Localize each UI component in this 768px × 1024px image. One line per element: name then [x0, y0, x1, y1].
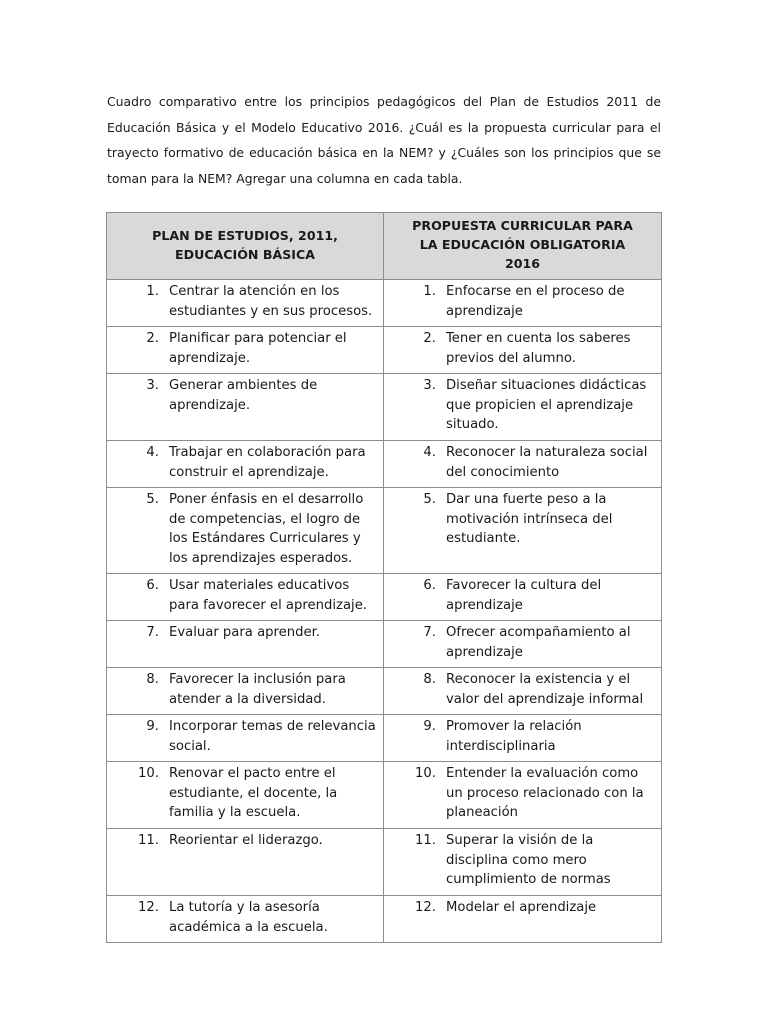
- item-text: Tener en cuenta los saberes previos del alumno.: [446, 331, 631, 366]
- item-number: 2.: [146, 331, 159, 346]
- cell-plan-2011: [107, 715, 384, 762]
- list-item: [107, 762, 383, 823]
- item-number: 9.: [146, 719, 159, 734]
- table-row: [107, 441, 662, 488]
- list-item: [384, 374, 661, 435]
- table-row: [107, 829, 662, 896]
- cell-plan-2011: [107, 762, 384, 829]
- cell-propuesta-2016: [384, 621, 662, 668]
- table-row: [107, 762, 662, 829]
- table-row: [107, 668, 662, 715]
- list-item: [384, 896, 661, 918]
- item-text: La tutoría y la asesoría académica a la escuela.: [169, 900, 328, 935]
- item-number: 8.: [423, 672, 436, 687]
- item-text: Enfocarse en el proceso de aprendizaje: [446, 284, 625, 319]
- item-number: 10.: [415, 766, 436, 781]
- list-item: [384, 327, 661, 368]
- list-item: [384, 668, 661, 709]
- item-number: 7.: [423, 625, 436, 640]
- item-text: Dar una fuerte peso a la motivación intrínseca del estudiante.: [446, 492, 613, 546]
- cell-propuesta-2016: [384, 574, 662, 621]
- item-text: Reconocer la naturaleza social del conocimiento: [446, 445, 648, 480]
- item-text: Incorporar temas de relevancia social.: [169, 719, 376, 754]
- table-row: [107, 488, 662, 574]
- cell-propuesta-2016: [384, 441, 662, 488]
- item-number: 10.: [138, 766, 159, 781]
- list-item: [107, 280, 383, 321]
- item-text: Reorientar el liderazgo.: [169, 833, 323, 848]
- cell-plan-2011: [107, 896, 384, 943]
- cell-plan-2011: [107, 621, 384, 668]
- cell-plan-2011: [107, 668, 384, 715]
- header-plan-2011: PLAN DE ESTUDIOS, 2011, EDUCACIÓN BÁSICA: [107, 213, 384, 280]
- item-text: Diseñar situaciones didácticas que propicien el aprendizaje situado.: [446, 378, 647, 432]
- item-number: 5.: [423, 492, 436, 507]
- item-number: 3.: [146, 378, 159, 393]
- item-number: 2.: [423, 331, 436, 346]
- item-text: Renovar el pacto entre el estudiante, el docente, la familia y la escuela.: [169, 766, 338, 820]
- item-text: Generar ambientes de aprendizaje.: [169, 378, 318, 413]
- list-item: [107, 488, 383, 568]
- list-item: [107, 441, 383, 482]
- item-number: 12.: [138, 900, 159, 915]
- item-text: Favorecer la cultura del aprendizaje: [446, 578, 602, 613]
- cell-propuesta-2016: [384, 327, 662, 374]
- cell-plan-2011: [107, 374, 384, 441]
- table-row: [107, 574, 662, 621]
- item-text: Poner énfasis en el desarrollo de competencias, el logro de los Estándares Curriculares y los aprendizajes esperados.: [169, 492, 364, 566]
- cell-plan-2011: [107, 327, 384, 374]
- item-text: Reconocer la existencia y el valor del aprendizaje informal: [446, 672, 644, 707]
- item-number: 4.: [146, 445, 159, 460]
- item-text: Superar la visión de la disciplina como mero cumplimiento de normas: [446, 833, 611, 887]
- item-number: 1.: [146, 284, 159, 299]
- table-row: [107, 896, 662, 943]
- list-item: [384, 621, 661, 662]
- comparison-table: [106, 212, 662, 943]
- item-number: 6.: [146, 578, 159, 593]
- list-item: [384, 280, 661, 321]
- item-number: 1.: [423, 284, 436, 299]
- table-row: [107, 621, 662, 668]
- cell-propuesta-2016: [384, 715, 662, 762]
- list-item: [107, 668, 383, 709]
- item-text: Ofrecer acompañamiento al aprendizaje: [446, 625, 631, 660]
- table-header-row: [107, 213, 662, 280]
- item-text: Evaluar para aprender.: [169, 625, 321, 640]
- cell-plan-2011: [107, 829, 384, 896]
- cell-propuesta-2016: [384, 829, 662, 896]
- table-row: [107, 374, 662, 441]
- cell-plan-2011: [107, 280, 384, 327]
- item-number: 5.: [146, 492, 159, 507]
- item-number: 11.: [138, 833, 159, 848]
- list-item: [107, 327, 383, 368]
- item-text: Usar materiales educativos para favorecer el aprendizaje.: [169, 578, 367, 613]
- cell-propuesta-2016: [384, 280, 662, 327]
- item-number: 12.: [415, 900, 436, 915]
- item-text: Promover la relación interdisciplinaria: [446, 719, 582, 754]
- list-item: [384, 715, 661, 756]
- item-number: 6.: [423, 578, 436, 593]
- item-text: Entender la evaluación como un proceso relacionado con la planeación: [446, 766, 644, 820]
- list-item: [107, 715, 383, 756]
- item-number: 11.: [415, 833, 436, 848]
- item-text: Favorecer la inclusión para atender a la diversidad.: [169, 672, 346, 707]
- item-text: Centrar la atención en los estudiantes y en sus procesos.: [169, 284, 373, 319]
- cell-propuesta-2016: [384, 488, 662, 574]
- list-item: [384, 441, 661, 482]
- list-item: [384, 762, 661, 823]
- list-item: [384, 829, 661, 890]
- item-number: 9.: [423, 719, 436, 734]
- list-item: [107, 896, 383, 937]
- list-item: [107, 621, 383, 643]
- item-number: 8.: [146, 672, 159, 687]
- cell-propuesta-2016: [384, 668, 662, 715]
- cell-plan-2011: [107, 574, 384, 621]
- cell-propuesta-2016: [384, 896, 662, 943]
- item-number: 3.: [423, 378, 436, 393]
- table-row: [107, 715, 662, 762]
- item-text: Trabajar en colaboración para construir el aprendizaje.: [169, 445, 366, 480]
- cell-propuesta-2016: [384, 374, 662, 441]
- list-item: [384, 488, 661, 549]
- item-number: 7.: [146, 625, 159, 640]
- item-text: Modelar el aprendizaje: [446, 900, 597, 915]
- list-item: [107, 829, 383, 851]
- intro-paragraph: Cuadro comparativo entre los principios pedagógicos del Plan de Estudios 2011 de Educación Básica y el Modelo Educativo 2016. ¿Cuál es la propuesta curricular para el trayecto formativo de educación básica en la NEM? y ¿Cuáles son los principios que se toman para la NEM? Agregar una columna en cada tabla.: [107, 94, 661, 186]
- list-item: [107, 574, 383, 615]
- item-text: Planificar para potenciar el aprendizaje.: [169, 331, 347, 366]
- item-number: 4.: [423, 445, 436, 460]
- cell-plan-2011: [107, 441, 384, 488]
- list-item: [384, 574, 661, 615]
- table-row: [107, 280, 662, 327]
- cell-plan-2011: [107, 488, 384, 574]
- header-propuesta-2016: PROPUESTA CURRICULAR PARA LA EDUCACIÓN OBLIGATORIA 2016: [384, 213, 662, 280]
- list-item: [107, 374, 383, 415]
- table-row: [107, 327, 662, 374]
- cell-propuesta-2016: [384, 762, 662, 829]
